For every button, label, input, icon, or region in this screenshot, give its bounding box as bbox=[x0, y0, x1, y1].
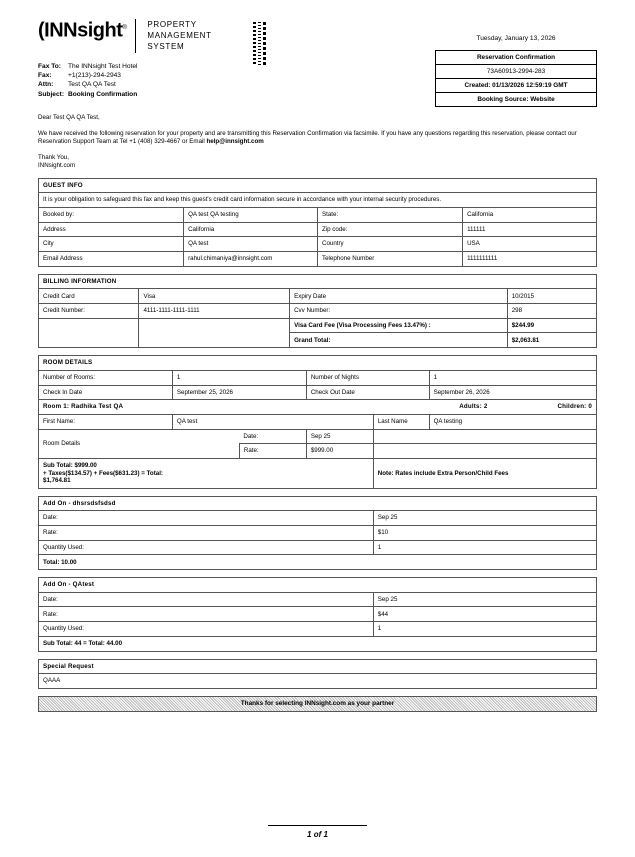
table-row bbox=[39, 429, 597, 444]
addon-1-qty-value: 1 bbox=[373, 540, 596, 555]
room-details-label: Room Details bbox=[39, 429, 173, 458]
credit-number-value: 4111-1111-1111-1111 bbox=[139, 304, 290, 319]
credit-card-value: Visa bbox=[139, 289, 290, 304]
reservation-confirmation-box bbox=[435, 50, 597, 107]
addon-2-qty-value: 1 bbox=[373, 622, 596, 637]
addon-2-rate-value: $44 bbox=[373, 607, 596, 622]
billing-information-table bbox=[38, 274, 597, 348]
city-value: QA test bbox=[184, 237, 318, 252]
guest-info-heading-row bbox=[39, 178, 597, 193]
logo-paren-open: ( bbox=[38, 19, 45, 42]
table-row bbox=[39, 526, 597, 541]
thanks-banner: Thanks for selecting INNsight.com as your partner bbox=[38, 696, 597, 712]
booked-by-label: Booked by: bbox=[39, 207, 184, 222]
room-details-heading: ROOM DETAILS bbox=[39, 356, 597, 371]
rate-label: Rate: bbox=[239, 444, 306, 459]
subject-value: Booking Confirmation bbox=[68, 90, 138, 98]
rate-row-spacer-1 bbox=[373, 429, 429, 444]
telephone-number-label: Telephone Number bbox=[317, 252, 462, 267]
rate-value: $999.00 bbox=[306, 444, 373, 459]
table-row bbox=[39, 674, 597, 689]
room-total-line: $1,764.81 bbox=[43, 477, 71, 485]
page-footer bbox=[38, 825, 597, 839]
intro-text-block bbox=[38, 114, 597, 171]
telephone-number-value: 1111111111 bbox=[463, 252, 597, 267]
rate-row2-spacer-3 bbox=[507, 444, 596, 459]
billing-spacer-left bbox=[39, 318, 139, 333]
addon-1-total-row bbox=[39, 555, 597, 570]
check-in-date-value: September 25, 2026 bbox=[172, 385, 306, 400]
first-name-label: First Name: bbox=[39, 414, 173, 429]
guest-info-section bbox=[38, 178, 597, 267]
room-details-section bbox=[38, 355, 597, 489]
addon-1-date-label: Date: bbox=[39, 511, 374, 526]
guest-info-disclaimer: It is your obligation to safeguard this fax and keep this guest's credit card information secure in accordance with your internal security procedures. bbox=[39, 193, 597, 208]
table-row bbox=[39, 607, 597, 622]
addon-2-heading: Add On - QAtest bbox=[39, 578, 597, 593]
table-row bbox=[39, 207, 597, 222]
addon-2-total-row bbox=[39, 636, 597, 651]
credit-number-label: Credit Number: bbox=[39, 304, 139, 319]
number-of-nights-value: 1 bbox=[429, 370, 596, 385]
zip-code-value: 111111 bbox=[463, 222, 597, 237]
rate-row2-spacer-2 bbox=[429, 444, 507, 459]
table-row bbox=[39, 370, 597, 385]
addon-table-2 bbox=[38, 577, 597, 651]
billing-spacer-left-3 bbox=[39, 333, 139, 348]
room-details-table bbox=[38, 355, 597, 489]
card-fee-label: Visa Card Fee (Visa Processing Fees 13.47%) : bbox=[290, 318, 508, 333]
closing-signature: INNsight.com bbox=[38, 162, 76, 170]
fax-to-label: Fax To: bbox=[38, 63, 61, 70]
billing-heading-row bbox=[39, 274, 597, 289]
room-subtotal-block bbox=[39, 458, 374, 488]
rate-date-label: Date: bbox=[239, 429, 306, 444]
logo-sight-text: sight bbox=[77, 19, 123, 42]
logo-tagline-line-2: MANAGEMENT bbox=[147, 31, 212, 40]
guest-info-heading: GUEST INFO bbox=[39, 178, 597, 193]
table-row bbox=[39, 252, 597, 267]
page-number: 1 of 1 bbox=[307, 830, 328, 839]
barcode-icon bbox=[253, 22, 279, 66]
table-row bbox=[39, 289, 597, 304]
city-label: City bbox=[39, 237, 184, 252]
billing-heading: BILLING INFORMATION bbox=[39, 274, 597, 289]
table-row bbox=[39, 385, 597, 400]
addon-2-rate-label: Rate: bbox=[39, 607, 374, 622]
reservation-number: 73A60913-2994-283 bbox=[436, 65, 596, 79]
booking-source-value: Website bbox=[530, 95, 555, 103]
fax-label: Fax: bbox=[38, 72, 52, 80]
first-name-value: QA test bbox=[172, 414, 373, 429]
table-row bbox=[39, 222, 597, 237]
attn-value: Test QA QA Test bbox=[68, 81, 116, 89]
expiry-date-label: Expiry Date bbox=[290, 289, 508, 304]
room-bar-row bbox=[39, 400, 597, 415]
rate-row-spacer-3 bbox=[507, 429, 596, 444]
rate-date-value: Sep 25 bbox=[306, 429, 373, 444]
state-value: California bbox=[463, 207, 597, 222]
email-address-label: Email Address bbox=[39, 252, 184, 267]
fax-to-value: The INNsight Test Hotel bbox=[68, 63, 138, 70]
grand-total-label: Grand Total: bbox=[290, 333, 508, 348]
special-request-table bbox=[38, 659, 597, 689]
address-label: Address bbox=[39, 222, 184, 237]
cvv-number-label: Cvv Number: bbox=[290, 304, 508, 319]
addon-1-qty-label: Quantity Used: bbox=[39, 540, 374, 555]
number-of-nights-label: Number of Nights bbox=[306, 370, 429, 385]
table-row bbox=[39, 540, 597, 555]
check-out-date-value: September 26, 2026 bbox=[429, 385, 596, 400]
document-date: Tuesday, January 13, 2026 bbox=[476, 35, 556, 42]
special-request-section bbox=[38, 659, 597, 689]
table-row bbox=[39, 414, 597, 429]
closing-block bbox=[38, 154, 597, 171]
children-count: Children: 0 bbox=[557, 403, 592, 411]
grand-total-value: $2,063.81 bbox=[507, 333, 596, 348]
fax-value: +1(213)-294-2943 bbox=[68, 72, 121, 80]
attn-label: Attn: bbox=[38, 81, 54, 89]
addon-2-total: Sub Total: 44 = Total: 44.00 bbox=[39, 636, 597, 651]
header-right-block bbox=[435, 18, 597, 107]
intro-paragraph bbox=[38, 130, 597, 147]
footer-divider bbox=[268, 825, 367, 826]
room-taxes-line: + Taxes($134.57) + Fees($631.23) = Total: bbox=[43, 469, 163, 477]
room-totals-row bbox=[39, 458, 597, 488]
billing-spacer-left-4 bbox=[139, 333, 290, 348]
table-row bbox=[39, 592, 597, 607]
support-email-link[interactable]: help@innsight.com bbox=[206, 138, 264, 146]
check-in-date-label: Check In Date bbox=[39, 385, 173, 400]
room-sub-total: Sub Total: $999.00 bbox=[43, 462, 97, 470]
addon-1-rate-value: $10 bbox=[373, 526, 596, 541]
special-request-heading-row bbox=[39, 659, 597, 674]
number-of-rooms-label: Number of Rooms: bbox=[39, 370, 173, 385]
booking-source-label: Booking Source: bbox=[477, 95, 529, 103]
country-label: Country bbox=[317, 237, 462, 252]
closing-thank-you: Thank You, bbox=[38, 153, 69, 161]
table-row bbox=[39, 304, 597, 319]
room-1-heading bbox=[39, 400, 597, 415]
adults-count: Adults: 2 bbox=[459, 403, 488, 411]
registered-trademark-icon: ® bbox=[122, 25, 127, 31]
card-fee-value: $244.99 bbox=[507, 318, 596, 333]
logo-tagline bbox=[147, 18, 211, 52]
room-details-spacer bbox=[172, 429, 239, 458]
logo-wordmark bbox=[38, 18, 126, 41]
logo-tagline-line-1: PROPERTY bbox=[147, 20, 197, 29]
subject-label: Subject: bbox=[38, 90, 65, 98]
address-value: California bbox=[184, 222, 318, 237]
booked-by-value: QA test QA testing bbox=[184, 207, 318, 222]
billing-information-section bbox=[38, 274, 597, 348]
zip-code-label: Zip code: bbox=[317, 222, 462, 237]
addon-1-total: Total: 10.00 bbox=[39, 555, 597, 570]
special-request-value: QAAA bbox=[39, 674, 597, 689]
addon-1-heading: Add On - dhsrsdsfsdsd bbox=[39, 496, 597, 511]
last-name-value: QA testing bbox=[429, 414, 596, 429]
addon-1-heading-row bbox=[39, 496, 597, 511]
table-row bbox=[39, 622, 597, 637]
intro-paragraph-text: We have received the following reservation for your property and are transmitting this Reservation Confirmation via facsimile. If you have any questions regarding this reservation, please contact our Reservation Support Team at Tel +1 (408) 329-4667 or Email bbox=[38, 129, 577, 146]
guest-info-disclaimer-row bbox=[39, 193, 597, 208]
room-details-heading-row bbox=[39, 356, 597, 371]
table-row bbox=[39, 333, 597, 348]
greeting-line: Dear Test QA QA Test, bbox=[38, 114, 100, 121]
logo-divider bbox=[135, 19, 136, 53]
reservation-created: Created: 01/13/2026 12:59:19 GMT bbox=[436, 79, 596, 93]
expiry-date-value: 10/2015 bbox=[507, 289, 596, 304]
addon-2-date-label: Date: bbox=[39, 592, 374, 607]
cvv-number-value: 298 bbox=[507, 304, 596, 319]
country-value: USA bbox=[463, 237, 597, 252]
logo-tagline-line-3: SYSTEM bbox=[147, 42, 185, 51]
addon-2-date-value: Sep 25 bbox=[373, 592, 596, 607]
special-request-heading: Special Request bbox=[39, 659, 597, 674]
booking-source-row bbox=[436, 93, 596, 106]
email-address-value: rahul.chimaniya@innsight.com bbox=[184, 252, 318, 267]
table-row bbox=[39, 318, 597, 333]
last-name-label: Last Name bbox=[373, 414, 429, 429]
logo-inn-text: INN bbox=[44, 19, 78, 42]
addon-1-date-value: Sep 25 bbox=[373, 511, 596, 526]
addon-2-qty-label: Quantity Used: bbox=[39, 622, 374, 637]
table-row bbox=[39, 511, 597, 526]
billing-spacer-left-2 bbox=[139, 318, 290, 333]
credit-card-label: Credit Card bbox=[39, 289, 139, 304]
room-1-title: Room 1: Radhika Test QA bbox=[43, 403, 124, 411]
rate-row-spacer-2 bbox=[429, 429, 507, 444]
reservation-box-title: Reservation Confirmation bbox=[436, 51, 596, 65]
number-of-rooms-value: 1 bbox=[172, 370, 306, 385]
room-rates-note: Note: Rates include Extra Person/Child Fees bbox=[373, 458, 596, 488]
guest-info-table bbox=[38, 178, 597, 267]
check-out-date-label: Check Out Date bbox=[306, 385, 429, 400]
table-row bbox=[39, 237, 597, 252]
state-label: State: bbox=[317, 207, 462, 222]
addon-1-rate-label: Rate: bbox=[39, 526, 374, 541]
addon-2-heading-row bbox=[39, 578, 597, 593]
addon-table-1 bbox=[38, 496, 597, 570]
addon-section-1 bbox=[38, 496, 597, 570]
document-header bbox=[38, 18, 597, 104]
addon-section-2 bbox=[38, 577, 597, 651]
rate-row2-spacer-1 bbox=[373, 444, 429, 459]
